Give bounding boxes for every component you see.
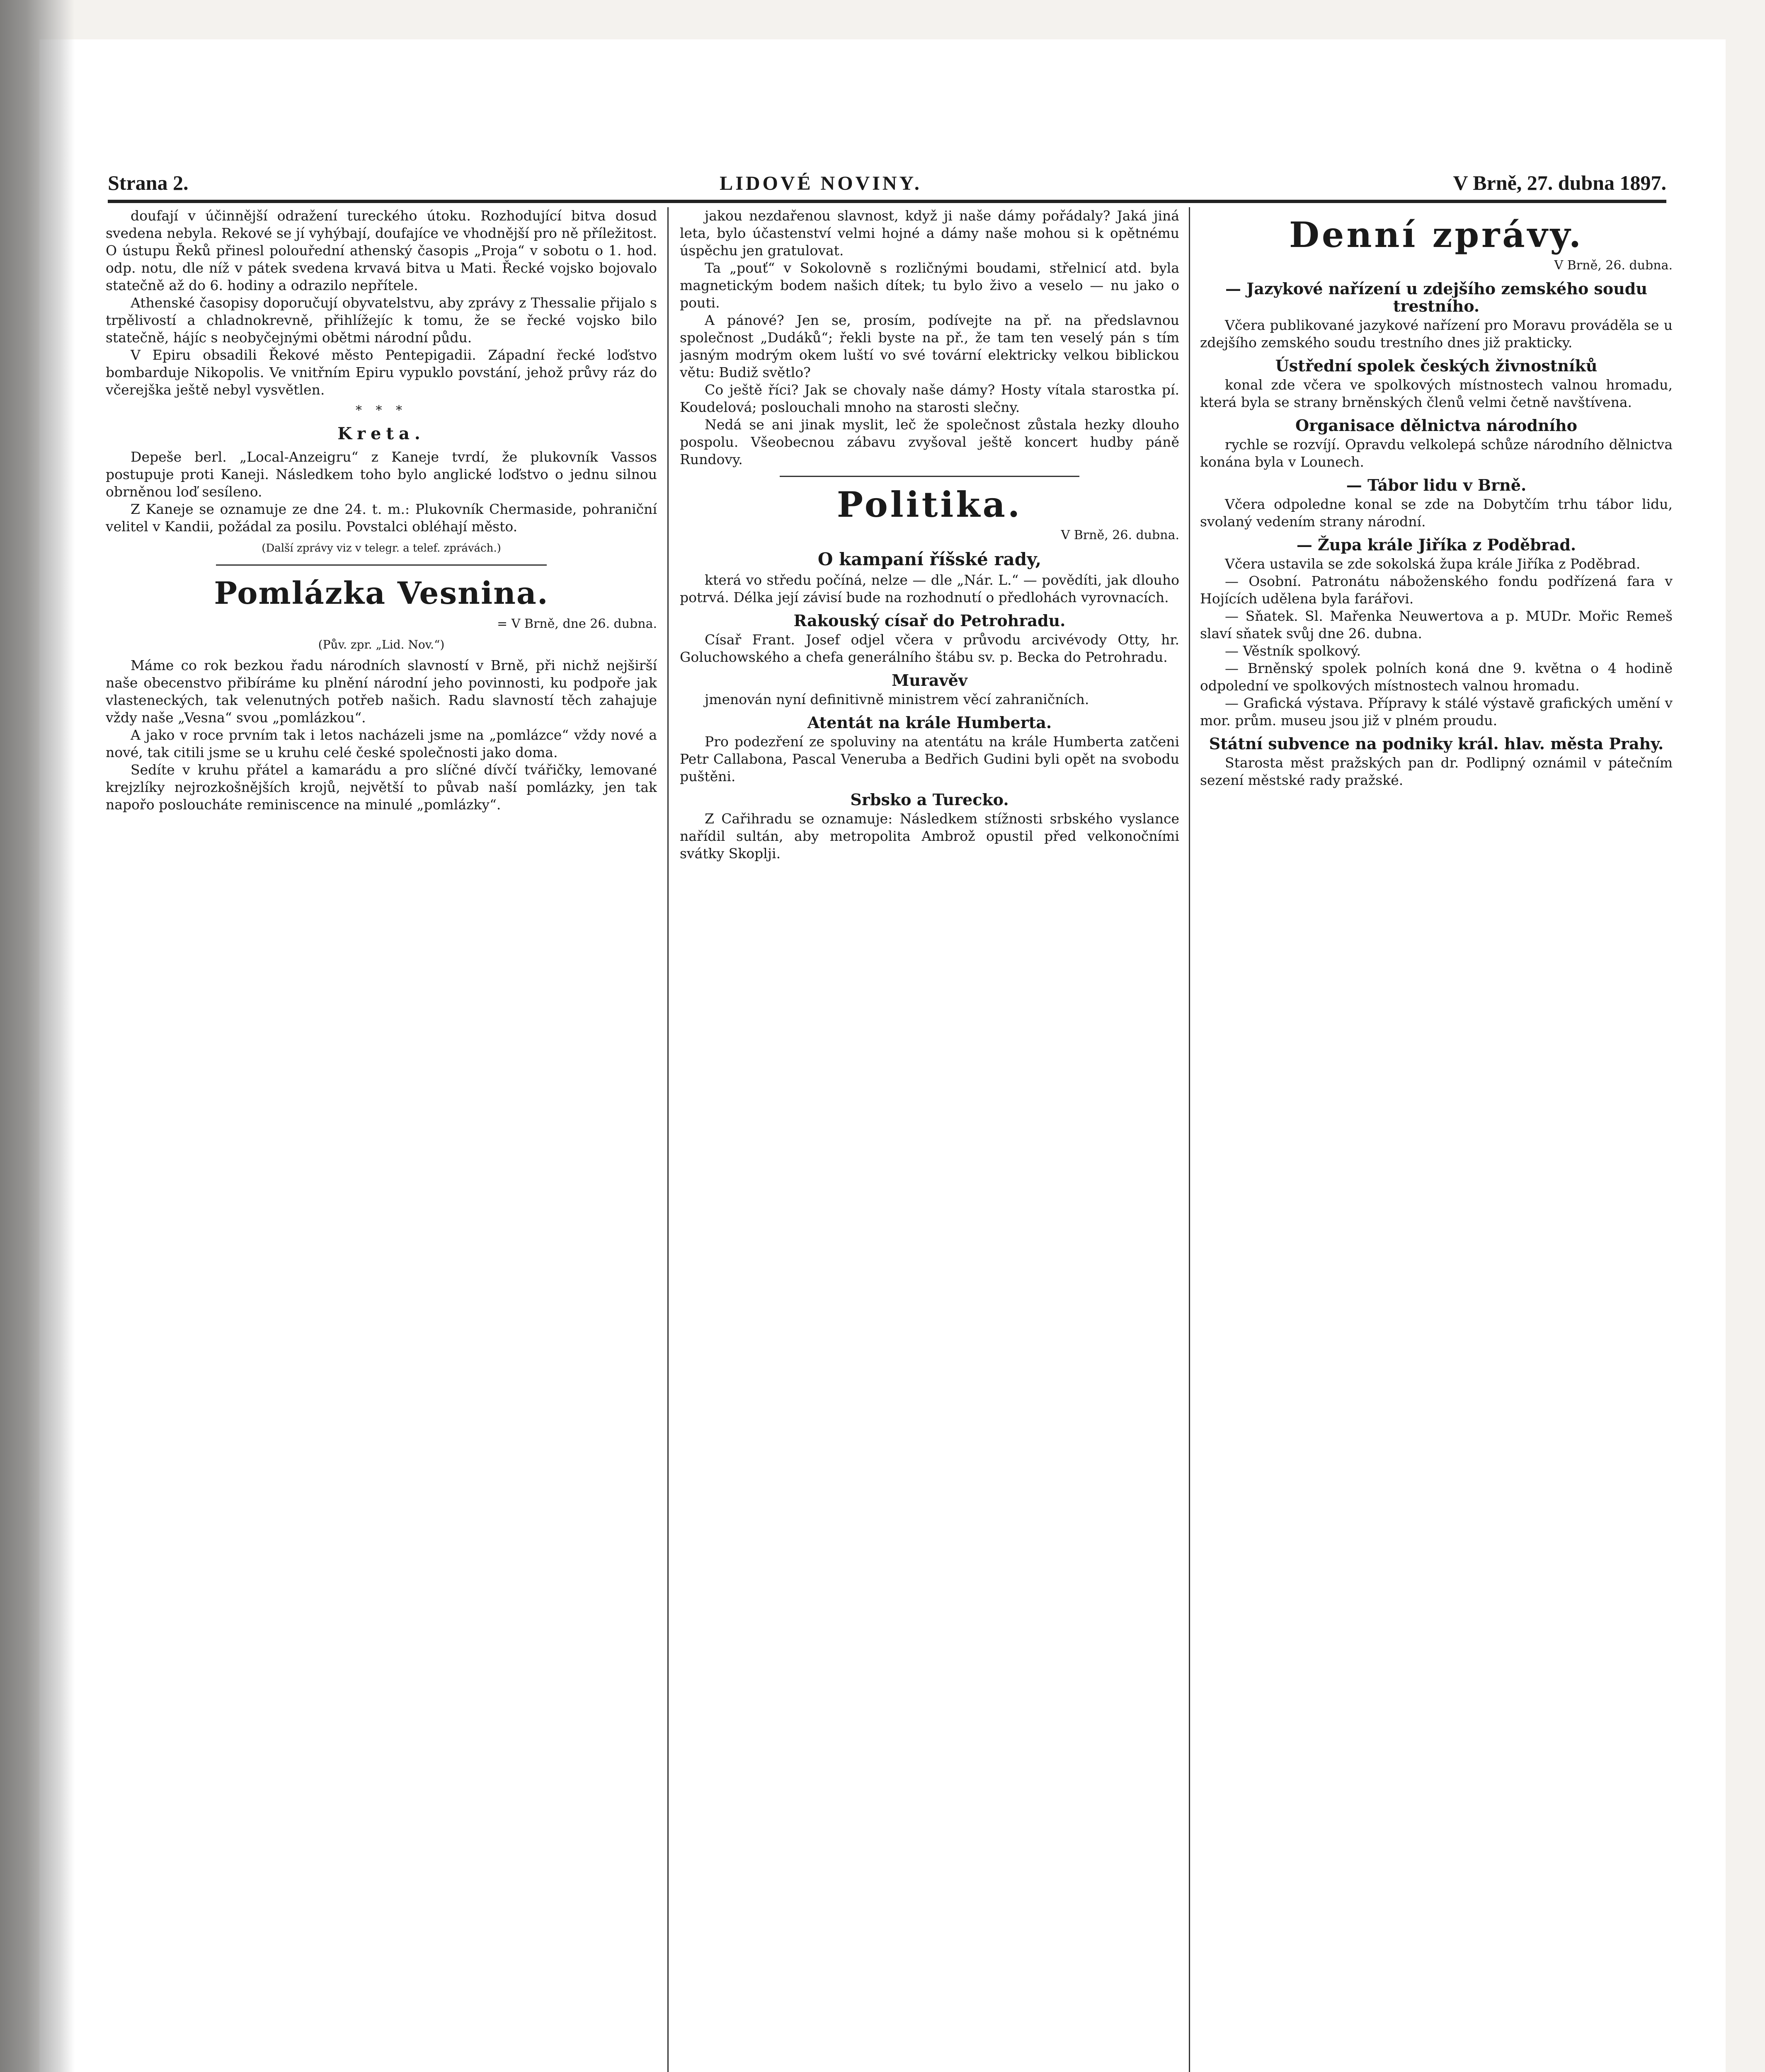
column-2 [680,207,1179,2072]
section-separator: * * * [355,403,407,418]
divider [216,564,547,566]
article-text: Včera odpoledne konal se zde na Dobytčím trhu tábor lidu, svolaný vedením strany národní. [1200,496,1673,530]
column-rule [1189,207,1190,2072]
article-text: Máme co rok bezkou řadu národních slavností v Brně, při nichž nejširší naše obecenstvo přibíráme ku plnění národní jeho povinnosti, ku podpoře jak vlasteneckých, tak velenutných potřeb našich. Radu slavností těch zahajuje vždy naše „Vesna“ svou „pomlázkou“. [106,657,657,726]
article-heading: Rakouský císař do Petrohradu. [793,611,1066,630]
article-heading: Státní subvence na podniky král. hlav. města Prahy. [1209,734,1664,753]
article-text: V Epiru obsadili Řekové město Pentepigadii. Západní řecké loďstvo bombarduje Nikopolis. Ve vnitřním Epiru vypuklo povstání, jehož průvy ráz do včerejška ještě nebyl vysvětlen. [106,347,657,398]
masthead [108,157,1666,203]
article-heading: Muravěv [892,671,967,690]
editor-note: (Další zprávy viz v telegr. a telef. zprávách.) [262,542,501,554]
section-heading-kreta: Kreta. [337,424,425,443]
article-text: Co ještě říci? Jak se chovaly naše dámy? Hosty vítala starostka pí. Koudelová; poslouchali mnoho na starosti slečny. [680,382,1179,415]
feuilleton-heading: Pomlázka Vesnina. [214,576,549,611]
article-text: — Brněnský spolek polních koná dne 9. května o 4 hodině odpolední ve spolkových místnostech valnou hromadu. [1200,660,1673,694]
byline: (Pův. zpr. „Lid. Nov.“) [318,638,445,651]
article-text: Sedíte v kruhu přátel a kamarádu a pro slíčné dívčí tvářičky, lemované krejzlíky nejrozkošnějších krojů, největší to půvab naší pomlázky, jen tak napořo posloucháte reminiscence na minulé „pomlázky“. [106,762,657,813]
dateline: = V Brně, dne 26. dubna. [497,617,657,631]
article-text: Nedá se ani jinak myslit, leč že společnost zůstala hezky dlouho pospolu. Všeobecnou zábavu zvyšoval ještě koncert hudby páně Rundovy. [680,416,1179,467]
article-heading: Atentát na krále Humberta. [807,713,1052,732]
newspaper-title: LIDOVÉ NOVINY. [720,172,922,194]
article-text: — Grafická výstava. Přípravy k stálé výstavě grafických umění v mor. prům. museu jsou již v plném proudu. [1200,695,1673,729]
divider [780,476,1079,477]
article-text: Císař Frant. Josef odjel včera v průvodu arcivévody Otty, hr. Goluchowského a chefa generálního štábu sv. p. Becka do Petrohradu. [680,632,1179,665]
article-heading: — Jazykové nařízení u zdejšího zemského soudu trestního. [1225,279,1647,315]
article-text: Včera publikované jazykové nařízení pro Moravu prováděla se u zdejšího zemského soudu trestního dnes již prakticky. [1200,317,1673,351]
article-heading: O kampaní říšské rady, [817,549,1042,569]
page-number: Strana 2. [108,171,189,194]
article-text: Athenské časopisy doporučují obyvatelstvu, aby zprávy z Thessalie přijalo s trpělivostí a chladnokrevně, přihlížejíc k tomu, že se řecké vojsko bilo statečně, hájíc s neobyčejnými obětmi národní půdu. [106,295,657,346]
article-text: jakou nezdařenou slavnost, když ji naše dámy pořádaly? Jaká jiná leta, bylo účastenství velmi hojné a dámy naše mohou si k opětnému úspěchu jen gratulovat. [680,208,1179,259]
column-rule [667,207,669,2072]
article-text: — Osobní. Patronátu náboženského fondu podřízená fara v Hojících udělena byla farářovi. [1200,573,1673,607]
article-text: — Věstník spolkový. [1225,643,1361,659]
article-text: Ta „pouť“ v Sokolovně s rozličnými boudami, střelnicí atd. byla magnetickým bodem našich dítek; tu bylo živo a veselo — nu jako o pouti. [680,260,1179,311]
article-text: konal zde včera ve spolkových místnostech valnou hromadu, která byla se strany brněnských členů velmi četně navštívena. [1200,377,1673,410]
article-text: Z Kaneje se oznamuje ze dne 24. t. m.: Plukovník Chermaside, pohraniční velitel v Kandii, požádal za posilu. Povstalci obléhají město. [106,501,657,535]
article-text: Starosta měst pražských pan dr. Podlipný oznámil v pátečním sezení městské rady pražské. [1200,755,1673,788]
book-spine-shadow [0,0,75,2072]
article-text: Pro podezření ze spoluviny na atentátu na krále Humberta zatčeni Petr Callabona, Pascal Veneruba a Bedřich Gudini byli opět na svobodu puštěni. [680,733,1179,784]
article-heading: Srbsko a Turecko. [850,790,1009,809]
issue-date: V Brně, 27. dubna 1897. [1453,171,1666,194]
article-text: Včera ustavila se zde sokolská župa krále Jiříka z Poděbrad. [1225,556,1641,572]
article-heading: Organisace dělnictva národního [1295,416,1578,435]
article-heading: Ústřední spolek českých živnostníků [1275,356,1598,375]
article-text: která vo středu počíná, nelze — dle „Nár. L.“ — povědíti, jak dlouho potrvá. Délka její závisí bude na rozhodnutí o předlohách vyrovnacích. [680,572,1179,605]
article-text: A pánové? Jen se, prosím, podívejte na př. na předslavnou společnost „Dudáků“; řekli byste na př., že tam ten veselý pán s tím jasným modrým okem luští vo své tovární elektricky velkou biblickou větu: Budiž světlo? [680,312,1179,380]
article-text: Z Cařihradu se oznamuje: Následkem stížnosti srbského vyslance nařídil sultán, aby metropolita Ambrož opustil před velkonočními svátky Skoplji. [680,811,1179,862]
dateline: V Brně, 26. dubna. [1554,258,1673,273]
article-heading: — Župa krále Jiříka z Poděbrad. [1296,535,1576,554]
article-heading: — Tábor lidu v Brně. [1346,476,1527,494]
section-heading-politika: Politika. [836,484,1023,525]
article-text: jmenován nyní definitivně ministrem věcí zahraničních. [705,691,1089,707]
column-3 [1200,207,1673,2072]
article-text: doufají v účinnější odražení tureckého útoku. Rozhodující bitva dosud svedena nebyla. Rekové se jí vyhýbají, doufajíce ve vhodnější pro ně příležitost. O ústupu Řeků přinesl polouřední athenský časopis „Proja“ v sobotu o 1. hod. odp. notu, dle níž v pátek svedena krvavá bitva u Mati. Řecké vojsko bojovalo statečně až do 6. hodiny a odrazilo nepřítele. [106,208,657,293]
dateline: V Brně, 26. dubna. [1061,528,1179,542]
column-1 [106,207,657,2072]
article-text: A jako v roce prvním tak i letos nacházeli jsme na „pomlázce“ vždy nové a nové, tak citili jsme se u kruhu celé české společnosti jako doma. [106,727,657,760]
article-text: Depeše berl. „Local-Anzeigru“ z Kaneje tvrdí, že plukovník Vassos postupuje proti Kaneji. Následkem toho bylo anglické loďstvo o jednu silnou obrněnou loď sesíleno. [106,449,657,500]
article-text: rychle se rozvíjí. Opravdu velkolepá schůze národního dělnictva konána byla v Lounech. [1200,436,1673,470]
section-heading-denni-zpravy: Denní zprávy. [1289,214,1583,255]
article-text: — Sňatek. Sl. Mařenka Neuwertova a p. MUDr. Mořic Remeš slaví sňatek svůj dne 26. dubna. [1200,608,1673,641]
